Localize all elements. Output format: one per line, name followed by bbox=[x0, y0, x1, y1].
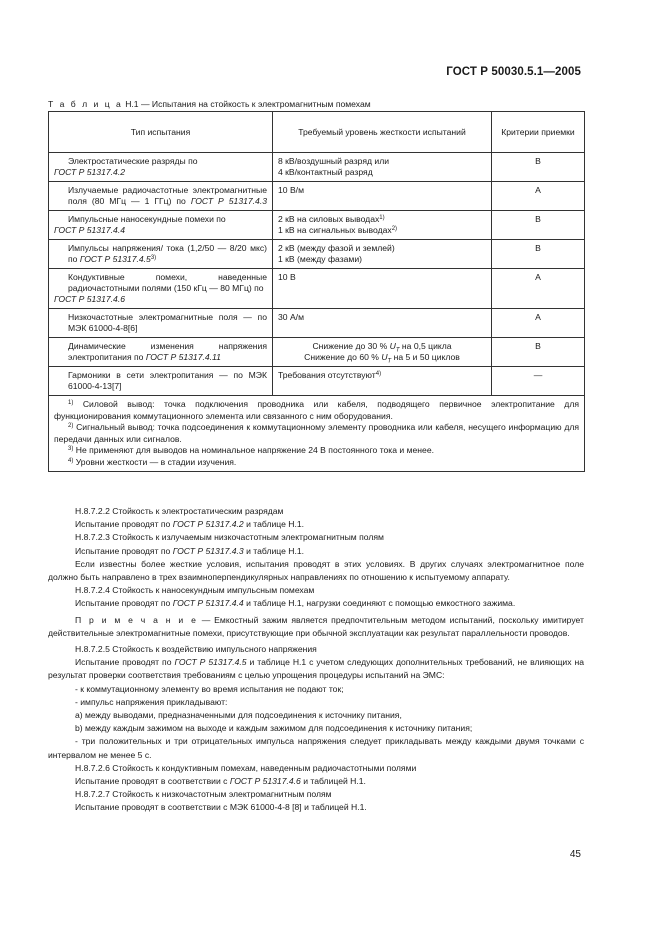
table-footnotes-row bbox=[49, 396, 585, 472]
severity-line: 2 кВ (между фазой и землей) bbox=[278, 243, 395, 253]
severity-line: Снижение до 30 % $U_T$ на 0,5 цикла bbox=[312, 341, 452, 354]
severity-cell bbox=[273, 367, 492, 396]
section-heading: Н.8.7.2.5 Стойкость к воздействию импульсного напряжения bbox=[75, 644, 317, 655]
header-acceptance-criteria: Критерии приемки bbox=[492, 112, 585, 153]
severity-cell bbox=[273, 211, 492, 240]
emc-test-table bbox=[48, 111, 585, 472]
list-item: а) между выводами, предназначенными для подсоединения к источнику питания, bbox=[75, 710, 402, 721]
standard-ref: ГОСТ Р 51317.4.2 bbox=[54, 167, 125, 177]
paragraph: Испытание проводят по ГОСТ Р 51317.4.3 и таблице Н.1. bbox=[75, 545, 305, 556]
severity-line: Снижение до 60 % $U_T$ на 5 и 50 циклов bbox=[304, 352, 460, 365]
criteria-cell: В bbox=[492, 153, 585, 182]
paragraph: Испытание проводят в соответствии с ГОСТ Р 51317.4.6 и таблицей Н.1. bbox=[75, 776, 366, 787]
section-heading: Н.8.7.2.4 Стойкость к наносекундным импульсным помехам bbox=[75, 585, 315, 596]
paragraph: Испытание проводят по ГОСТ Р 51317.4.5 и таблице Н.1 с учетом следующих дополнительных требований, не влияющих на результат проверки соответствия требованиям с целью упрощения процедуры испытаний на ЭМС: bbox=[48, 657, 585, 681]
footnote: $^{2)}$ Сигнальный вывод: точка подсоединения к коммутационному элементу проводника или кабеля, несущего информацию для передачи данных или сигналов. bbox=[54, 422, 579, 444]
severity-cell: 30 А/м bbox=[273, 309, 492, 338]
header-severity-level: Требуемый уровень жесткости испытаний bbox=[273, 112, 492, 153]
paragraph: Испытание проводят в соответствии с МЭК 61000-4-8 [8] и таблицей Н.1. bbox=[75, 802, 367, 813]
severity-cell bbox=[273, 240, 492, 269]
footnote: $^{4)}$ Уровни жесткости — в стадии изучения. bbox=[68, 456, 237, 467]
page-number: 45 bbox=[569, 849, 581, 860]
list-item: - импульс напряжения прикладывают: bbox=[75, 696, 228, 707]
footnote-mark: 4) bbox=[375, 371, 382, 377]
note bbox=[48, 614, 584, 640]
test-type-text: Кондуктивные помехи, наведенные радиочастотными полями (150 кГц — 80 МГц) по bbox=[68, 272, 267, 293]
section-heading: Н.8.7.2.6 Стойкость к кондуктивным помехам, наведенным радиочастотными полями bbox=[75, 762, 417, 773]
footnote: $^{3)}$ Не применяют для выводов на номинальное напряжение 24 В постоянного тока и менее. bbox=[68, 445, 434, 455]
body-text bbox=[48, 505, 584, 815]
standard-ref: ГОСТ Р 51317.4.6 bbox=[54, 294, 125, 304]
severity-line: 1 кВ (между фазами) bbox=[278, 254, 362, 264]
paragraph: Испытание проводят по ГОСТ Р 51317.4.2 и таблице Н.1. bbox=[75, 519, 305, 530]
note-label: П р и м е ч а н и е bbox=[75, 614, 198, 625]
table-row bbox=[49, 153, 585, 182]
test-type-text: Гармоники в сети электропитания — по МЭК 61000-4-13[7] bbox=[68, 370, 267, 391]
severity-cell bbox=[273, 153, 492, 182]
severity-cell bbox=[273, 338, 492, 367]
list-item: b) между каждым зажимом на выходе и каждым зажимом для подсоединения к источнику питания; bbox=[75, 723, 473, 734]
footnote-mark: 1) bbox=[379, 215, 385, 221]
standard-ref: ГОСТ Р 51317.4.4 bbox=[54, 225, 125, 235]
paragraph: Если известны более жесткие условия, испытания проводят в этих условиях. В других случаях электромагнитное поле должно быть направлено в трех взаимноперпендикулярных направлениях по отношению к испытуемому аппарату. bbox=[48, 558, 584, 583]
criteria-cell: В bbox=[492, 338, 585, 367]
table-row bbox=[49, 309, 585, 338]
document-code: ГОСТ Р 50030.5.1—2005 bbox=[446, 66, 581, 78]
table-caption-label: Т а б л и ц а bbox=[48, 99, 123, 109]
test-type-cell bbox=[49, 338, 273, 367]
table-row bbox=[49, 367, 585, 396]
standard-ref: ГОСТ Р 51317.4.11 bbox=[145, 352, 221, 362]
table-header-row bbox=[49, 112, 585, 153]
test-type-cell bbox=[49, 211, 273, 240]
test-type-text: Электростатические разряды по bbox=[68, 156, 198, 166]
table-row bbox=[49, 211, 585, 240]
test-type-cell bbox=[49, 240, 273, 269]
test-type-text: Низкочастотные электромагнитные поля — по МЭК 61000-4-8[6] bbox=[68, 312, 267, 333]
note-text: — Емкостный зажим является предпочтительным методом испытаний, поскольку имитирует действительные электромагнитные помехи, присутствующие при обычной эксплуатации как результат параллельности проводов. bbox=[48, 614, 584, 638]
test-type-cell bbox=[49, 309, 273, 338]
footnotes-cell bbox=[49, 396, 585, 472]
header-test-type: Тип испытания bbox=[49, 112, 273, 153]
severity-line: 1 кВ на сигнальных выводах bbox=[278, 225, 392, 235]
table-row bbox=[49, 269, 585, 309]
table-row bbox=[49, 338, 585, 367]
section-heading: Н.8.7.2.3 Стойкость к излучаемым низкочастотным электромагнитным полям bbox=[75, 532, 384, 543]
footnote: $^{1)}$ Силовой вывод: точка подключения проводника или кабеля, подводящего первичное электропитание для функционирования коммутационного элемента или связанного с ним оборудования. bbox=[54, 399, 579, 421]
criteria-cell: А bbox=[492, 269, 585, 309]
footnote-mark: 2) bbox=[391, 226, 398, 232]
criteria-cell: А bbox=[492, 309, 585, 338]
criteria-cell: — bbox=[492, 367, 585, 396]
criteria-cell: В bbox=[492, 211, 585, 240]
table-row bbox=[49, 240, 585, 269]
severity-cell: 10 В bbox=[273, 269, 492, 309]
severity-cell: 10 В/м bbox=[273, 182, 492, 211]
test-type-text: Импульсные наносекундные помехи по bbox=[68, 214, 226, 224]
standard-ref: ГОСТ Р 51317.4.5 bbox=[79, 254, 151, 264]
list-item: - три положительных и три отрицательных импульса напряжения следует прикладывать между каждыми двумя точками с интервалом не менее 5 с. bbox=[48, 736, 584, 760]
footnote-mark: 3) bbox=[150, 255, 157, 261]
test-type-text: Излучаемые радиочастотные электромагнитные поля (80 МГц — 1 ГГц) по bbox=[68, 185, 267, 206]
severity-line: 8 кВ/воздушный разряд или bbox=[278, 156, 390, 166]
test-type-cell bbox=[49, 367, 273, 396]
list-item: - к коммутационному элементу во время испытания не подают ток; bbox=[75, 683, 344, 694]
section-heading: Н.8.7.2.2 Стойкость к электростатическим разрядам bbox=[75, 506, 284, 516]
table-row bbox=[49, 182, 585, 211]
severity-line: 2 кВ на силовых выводах bbox=[278, 214, 380, 224]
table-caption bbox=[48, 99, 371, 109]
severity-line: 4 кВ/контактный разряд bbox=[278, 167, 373, 177]
section-heading: Н.8.7.2.7 Стойкость к низкочастотным электромагнитным полям bbox=[75, 789, 332, 800]
criteria-cell: В bbox=[492, 240, 585, 269]
test-type-text: Импульсы напряжения/ тока (1,2/50 — 8/20 мкс) по bbox=[68, 243, 267, 264]
test-type-text: Динамические изменения напряжения электропитания по bbox=[68, 341, 267, 362]
criteria-cell: А bbox=[492, 182, 585, 211]
severity-line: Требования отсутствуют bbox=[278, 370, 376, 380]
table-caption-text: Н.1 — Испытания на стойкость к электромагнитным помехам bbox=[125, 99, 371, 109]
test-type-cell bbox=[49, 269, 273, 309]
test-type-cell bbox=[49, 153, 273, 182]
standard-ref: ГОСТ Р 51317.4.3 bbox=[190, 196, 267, 206]
paragraph: Испытание проводят по ГОСТ Р 51317.4.4 и таблице Н.1, нагрузки соединяют с помощью емкостного зажима. bbox=[75, 598, 516, 609]
test-type-cell bbox=[49, 182, 273, 211]
